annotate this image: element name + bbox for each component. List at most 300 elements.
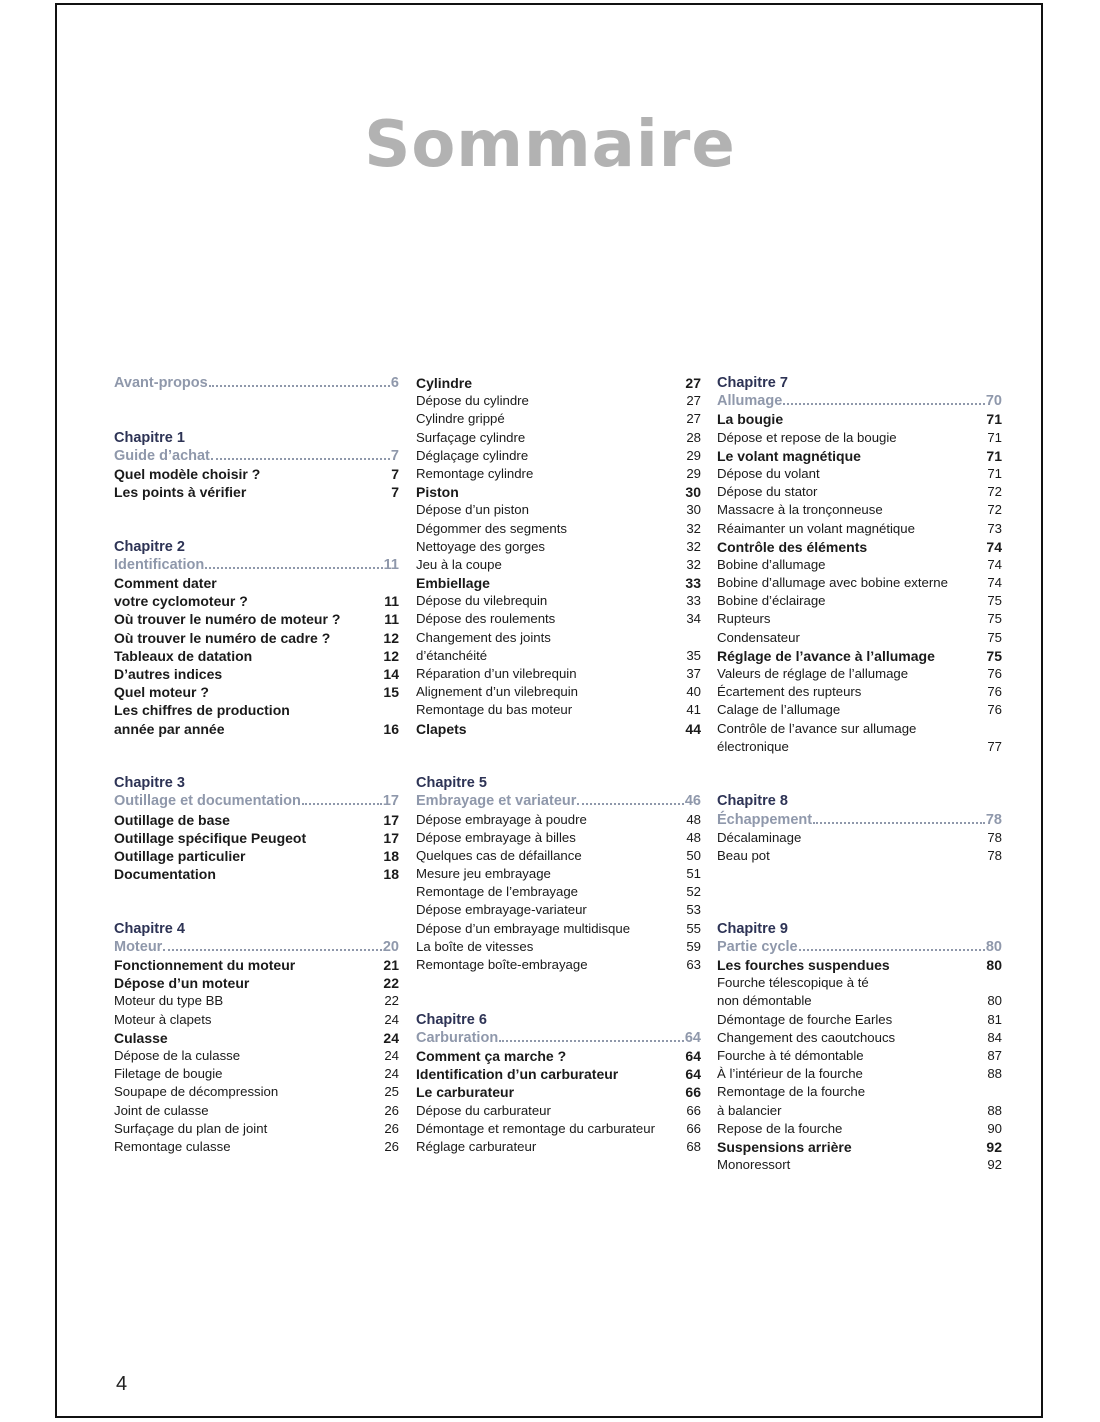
- entry-page: 75: [986, 647, 1002, 664]
- toc-entry[interactable]: [717, 974, 1002, 992]
- toc-entry[interactable]: [717, 992, 1002, 1010]
- entry-page: 66: [686, 1120, 701, 1136]
- toc-entry[interactable]: [416, 538, 701, 556]
- entry-page: 59: [686, 938, 701, 954]
- entry-page: 22: [383, 975, 399, 992]
- entry-label: à balancier: [717, 1102, 782, 1118]
- entry-label: Dépose du vilebrequin: [416, 593, 548, 609]
- toc-entry[interactable]: [416, 683, 701, 701]
- toc-entry[interactable]: [114, 1047, 399, 1065]
- toc-entry[interactable]: [717, 592, 1002, 610]
- toc-entry[interactable]: [717, 1047, 1002, 1065]
- toc-entry[interactable]: [416, 392, 701, 410]
- entry-page: 12: [383, 647, 399, 664]
- entry-page: 29: [686, 447, 701, 463]
- entry-label: Clapets: [416, 720, 467, 737]
- entry-label: Cylindre grippé: [416, 411, 505, 427]
- entry-label: Dépose d’un moteur: [114, 975, 250, 992]
- dot-leader: [163, 938, 382, 951]
- toc-section[interactable]: [717, 392, 1002, 410]
- toc-entry[interactable]: [416, 465, 701, 483]
- entry-page: 74: [987, 556, 1002, 572]
- toc-entry[interactable]: [416, 829, 701, 847]
- section-title: Outillage et documentation: [114, 793, 301, 810]
- entry-label: Jeu à la coupe: [416, 556, 502, 572]
- entry-label: Les fourches suspendues: [717, 957, 890, 974]
- entry-label: Fourche à té démontable: [717, 1047, 864, 1063]
- entry-page: 87: [987, 1047, 1002, 1063]
- entry-page: 27: [686, 393, 701, 409]
- entry-label: Changement des caoutchoucs: [717, 1029, 896, 1045]
- entry-page: 32: [686, 556, 701, 572]
- toc-entry[interactable]: [416, 629, 701, 647]
- entry-label: La bougie: [717, 411, 784, 428]
- entry-page: 76: [987, 684, 1002, 700]
- entry-label: électronique: [717, 738, 789, 754]
- dot-leader: [211, 447, 390, 460]
- entry-label: Mesure jeu embrayage: [416, 866, 551, 882]
- entry-page: 37: [686, 666, 701, 681]
- entry-label: Changement des joints: [416, 629, 551, 645]
- section-title: Guide d’achat: [114, 447, 210, 464]
- entry-label: Embiellage: [416, 575, 490, 592]
- entry-label: Où trouver le numéro de moteur ?: [114, 611, 341, 628]
- entry-label: Repose de la fourche: [717, 1120, 843, 1136]
- entry-page: 92: [987, 1157, 1002, 1173]
- dot-leader: [577, 792, 683, 805]
- toc-entry[interactable]: [717, 1065, 1002, 1083]
- toc-entry[interactable]: [416, 556, 701, 574]
- entry-page: 73: [987, 520, 1002, 536]
- entry-page: 80: [986, 957, 1002, 974]
- entry-label: Remontage cylindre: [416, 465, 534, 481]
- chapter-heading: Chapitre 2: [114, 538, 185, 555]
- toc-entry[interactable]: [717, 429, 1002, 447]
- entry-label: Fonctionnement du moteur: [114, 957, 296, 974]
- entry-label: Identification d’un carburateur: [416, 1066, 619, 1083]
- toc-entry[interactable]: [114, 1011, 399, 1029]
- toc-entry[interactable]: [416, 720, 701, 738]
- toc-entry[interactable]: [114, 647, 399, 665]
- toc-entry[interactable]: [114, 865, 399, 883]
- entry-label: Déglaçage cylindre: [416, 447, 529, 463]
- dot-leader: [499, 1029, 684, 1042]
- toc-entry[interactable]: [416, 701, 701, 719]
- entry-page: 17: [383, 829, 399, 846]
- entry-label: Remontage de l’embrayage: [416, 884, 579, 900]
- entry-label: Joint de culasse: [114, 1102, 209, 1118]
- chapter-heading: Chapitre 6: [416, 1011, 487, 1028]
- toc-section[interactable]: [416, 792, 701, 810]
- toc-entry[interactable]: [416, 429, 701, 447]
- entry-label: Dépose du volant: [717, 465, 820, 481]
- toc-entry[interactable]: [416, 610, 701, 628]
- toc-entry[interactable]: [717, 465, 1002, 483]
- toc-entry[interactable]: [717, 683, 1002, 701]
- entry-label: Dégommer des segments: [416, 520, 567, 536]
- toc-entry[interactable]: [416, 410, 701, 428]
- entry-label: Réparation d’un vilebrequin: [416, 666, 577, 681]
- toc-entry[interactable]: [717, 1120, 1002, 1138]
- entry-page: 11: [384, 611, 399, 628]
- toc-entry[interactable]: [416, 901, 701, 919]
- entry-label: Tableaux de datation: [114, 647, 253, 664]
- toc-entry[interactable]: [416, 865, 701, 883]
- entry-page: 52: [686, 884, 701, 900]
- entry-label: Cylindre: [416, 375, 473, 391]
- entry-page: 22: [384, 993, 399, 1009]
- entry-label: Suspensions arrière: [717, 1138, 852, 1155]
- entry-page: 25: [384, 1084, 399, 1100]
- section-page: 64: [684, 1029, 701, 1046]
- entry-label: Monoressort: [717, 1157, 791, 1173]
- entry-label: La boîte de vitesses: [416, 938, 534, 954]
- entry-label: Piston: [416, 484, 459, 501]
- entry-page: 71: [986, 447, 1002, 464]
- entry-label: Le volant magnétique: [717, 447, 861, 464]
- entry-page: 18: [383, 866, 399, 883]
- section-page: 80: [985, 938, 1002, 955]
- toc-entry[interactable]: [416, 920, 701, 938]
- toc-entry[interactable]: [717, 956, 1002, 974]
- chapter-heading: Chapitre 9: [717, 920, 788, 937]
- entry-page: 78: [987, 847, 1002, 863]
- toc-entry[interactable]: [114, 629, 399, 647]
- toc-entry[interactable]: [717, 410, 1002, 428]
- toc-entry[interactable]: [114, 592, 399, 610]
- entry-label: Contrôle des éléments: [717, 538, 868, 555]
- entry-label: Moteur à clapets: [114, 1011, 212, 1027]
- section-page: 46: [684, 793, 701, 810]
- entry-label: Remontage boîte-embrayage: [416, 957, 588, 973]
- entry-page: 64: [685, 1047, 701, 1064]
- entry-page: 15: [383, 684, 399, 701]
- toc-entry[interactable]: [114, 1102, 399, 1120]
- entry-page: 24: [384, 1048, 399, 1063]
- entry-page: 63: [686, 957, 701, 973]
- entry-label: Dépose du cylindre: [416, 393, 529, 409]
- entry-page: 11: [384, 593, 399, 610]
- entry-label: Nettoyage des gorges: [416, 538, 546, 554]
- toc-section[interactable]: [416, 1029, 701, 1047]
- entry-label: Dépose d’un embrayage multidisque: [416, 920, 631, 936]
- section-page: 70: [985, 393, 1002, 410]
- toc-entry[interactable]: [416, 956, 701, 974]
- entry-label: votre cyclomoteur ?: [114, 593, 248, 610]
- toc-entry[interactable]: [416, 883, 701, 901]
- section-title: Allumage: [717, 393, 783, 410]
- toc-column-3: [717, 374, 1002, 1174]
- dot-leader: [813, 811, 985, 824]
- toc-entry[interactable]: [717, 556, 1002, 574]
- entry-label: Bobine d’allumage avec bobine externe: [717, 575, 948, 591]
- entry-page: 27: [686, 411, 701, 427]
- toc-entry[interactable]: [416, 520, 701, 538]
- toc-entry[interactable]: [114, 1138, 399, 1156]
- toc-entry[interactable]: [114, 465, 399, 483]
- entry-page: 71: [986, 411, 1002, 428]
- entry-label: non démontable: [717, 993, 812, 1009]
- entry-page: 76: [987, 666, 1002, 681]
- entry-page: 32: [686, 520, 701, 536]
- toc-entry[interactable]: [416, 1120, 701, 1138]
- entry-label: Dépose et repose de la bougie: [717, 429, 897, 445]
- entry-page: 16: [383, 720, 399, 737]
- toc-entry[interactable]: [717, 1029, 1002, 1047]
- entry-page: 74: [986, 538, 1002, 555]
- dot-leader: [783, 392, 985, 405]
- toc-entry[interactable]: [114, 683, 399, 701]
- entry-page: 29: [686, 465, 701, 481]
- entry-label: Massacre à la tronçonneuse: [717, 502, 883, 518]
- entry-label: Comment dater: [114, 575, 217, 592]
- toc-entry[interactable]: [717, 1156, 1002, 1174]
- entry-label: Outillage spécifique Peugeot: [114, 829, 307, 846]
- toc-section[interactable]: [114, 792, 399, 810]
- entry-page: 74: [987, 575, 1002, 591]
- entry-label: Remontage culasse: [114, 1138, 231, 1154]
- toc-entry[interactable]: [416, 1065, 701, 1083]
- toc-entry[interactable]: [114, 1029, 399, 1047]
- toc-entry[interactable]: [416, 501, 701, 519]
- entry-label: Surfaçage du plan de joint: [114, 1120, 268, 1136]
- toc-entry[interactable]: [416, 647, 701, 665]
- toc-entry[interactable]: [717, 720, 1002, 738]
- entry-label: Dépose embrayage à billes: [416, 829, 576, 845]
- section-title: Embrayage et variateur: [416, 793, 577, 810]
- toc-entry[interactable]: [416, 1138, 701, 1156]
- toc-entry[interactable]: [114, 829, 399, 847]
- entry-page: 27: [685, 375, 701, 391]
- entry-page: 21: [383, 957, 399, 974]
- entry-page: 80: [987, 993, 1002, 1009]
- entry-page: 17: [383, 811, 399, 828]
- toc-section[interactable]: [717, 938, 1002, 956]
- toc-entry[interactable]: [416, 592, 701, 610]
- entry-label: Valeurs de réglage de l’allumage: [717, 666, 909, 681]
- toc-entry[interactable]: [717, 829, 1002, 847]
- toc-entry[interactable]: [114, 574, 399, 592]
- entry-label: Réaimanter un volant magnétique: [717, 520, 915, 536]
- entry-label: Quel modèle choisir ?: [114, 465, 261, 482]
- section-title: Avant-propos: [114, 375, 208, 391]
- toc-entry[interactable]: [416, 938, 701, 956]
- entry-label: Réglage carburateur: [416, 1138, 537, 1154]
- section-title: Moteur: [114, 938, 163, 955]
- entry-label: Dépose de la culasse: [114, 1048, 241, 1063]
- toc-entry[interactable]: [114, 1065, 399, 1083]
- entry-label: Alignement d’un vilebrequin: [416, 684, 579, 700]
- entry-page: 71: [987, 465, 1002, 481]
- toc-entry[interactable]: [717, 738, 1002, 756]
- entry-page: 77: [987, 738, 1002, 754]
- toc-entry[interactable]: [114, 720, 399, 738]
- entry-page: 88: [987, 1102, 1002, 1118]
- section-page: 20: [382, 938, 399, 955]
- entry-page: 14: [383, 666, 399, 683]
- chapter-heading: Chapitre 4: [114, 920, 185, 937]
- entry-label: année par année: [114, 720, 225, 737]
- entry-label: Bobine d’allumage: [717, 556, 826, 572]
- entry-label: Fourche télescopique à té: [717, 975, 869, 991]
- toc-entry[interactable]: [416, 374, 701, 392]
- entry-page: 26: [384, 1102, 399, 1118]
- toc-entry[interactable]: [114, 701, 399, 719]
- toc-column-2: [416, 374, 701, 1156]
- entry-page: 28: [686, 429, 701, 445]
- entry-label: Dépose embrayage-variateur: [416, 902, 587, 918]
- entry-label: d’étanchéité: [416, 647, 488, 663]
- entry-label: Rupteurs: [717, 611, 771, 627]
- toc-entry[interactable]: [717, 629, 1002, 647]
- entry-page: 68: [686, 1138, 701, 1154]
- entry-label: Quelques cas de défaillance: [416, 847, 582, 863]
- entry-page: 30: [685, 484, 701, 501]
- toc-entry[interactable]: [416, 1083, 701, 1101]
- toc-entry[interactable]: [717, 701, 1002, 719]
- entry-label: Démontage de fourche Earles: [717, 1011, 893, 1027]
- entry-page: 40: [686, 684, 701, 700]
- toc-entry[interactable]: [114, 1120, 399, 1138]
- toc-entry[interactable]: [416, 811, 701, 829]
- toc-column-1: [114, 374, 399, 1156]
- entry-label: Calage de l’allumage: [717, 702, 841, 718]
- entry-page: 18: [383, 847, 399, 864]
- toc-entry[interactable]: [717, 1102, 1002, 1120]
- toc-entry[interactable]: [416, 847, 701, 865]
- entry-label: Soupape de décompression: [114, 1084, 279, 1100]
- page-number: 4: [116, 1373, 128, 1395]
- dot-leader: [799, 938, 985, 951]
- entry-label: Bobine d’éclairage: [717, 593, 826, 609]
- entry-page: 75: [987, 593, 1002, 609]
- toc-entry[interactable]: [717, 501, 1002, 519]
- entry-label: Contrôle de l’avance sur allumage: [717, 720, 917, 736]
- toc-entry[interactable]: [416, 574, 701, 592]
- entry-page: 88: [987, 1066, 1002, 1082]
- toc-entry[interactable]: [416, 665, 701, 683]
- toc-entry[interactable]: [717, 665, 1002, 683]
- toc-entry[interactable]: [114, 665, 399, 683]
- entry-label: À l’intérieur de la fourche: [717, 1066, 863, 1082]
- toc-entry[interactable]: [114, 992, 399, 1010]
- entry-page: 41: [686, 702, 701, 718]
- section-page: 7: [390, 447, 399, 464]
- toc-entry[interactable]: [416, 483, 701, 501]
- toc-entry[interactable]: [114, 811, 399, 829]
- section-page: 78: [985, 811, 1002, 828]
- chapter-heading: Chapitre 5: [416, 775, 487, 792]
- entry-page: 7: [391, 465, 399, 482]
- entry-page: 32: [686, 538, 701, 554]
- toc-entry[interactable]: [114, 1083, 399, 1101]
- entry-page: 78: [987, 829, 1002, 845]
- toc-entry[interactable]: [717, 1083, 1002, 1101]
- entry-page: 76: [987, 702, 1002, 718]
- entry-page: 33: [685, 575, 701, 592]
- toc-entry[interactable]: [416, 447, 701, 465]
- toc-entry[interactable]: [717, 574, 1002, 592]
- entry-page: 84: [987, 1029, 1002, 1045]
- toc-entry[interactable]: [114, 610, 399, 628]
- toc-section-avant-propos[interactable]: [114, 374, 399, 392]
- dot-leader: [205, 556, 382, 569]
- toc-section[interactable]: [717, 811, 1002, 829]
- entry-label: Culasse: [114, 1029, 168, 1046]
- entry-label: Remontage de la fourche: [717, 1084, 866, 1100]
- toc-entry[interactable]: [717, 447, 1002, 465]
- chapter-heading: Chapitre 7: [717, 375, 788, 391]
- entry-page: 24: [384, 1066, 399, 1082]
- chapter-heading: Chapitre 8: [717, 793, 788, 810]
- toc-entry[interactable]: [114, 847, 399, 865]
- toc-entry[interactable]: [114, 974, 399, 992]
- entry-label: Dépose des roulements: [416, 611, 556, 627]
- section-title: Partie cycle: [717, 938, 798, 955]
- toc-entry[interactable]: [114, 956, 399, 974]
- toc-entry[interactable]: [114, 483, 399, 501]
- toc-entry[interactable]: [717, 647, 1002, 665]
- toc-entry[interactable]: [717, 610, 1002, 628]
- section-page: 6: [390, 375, 399, 391]
- entry-page: 72: [987, 484, 1002, 500]
- toc-entry[interactable]: [416, 1102, 701, 1120]
- toc-entry[interactable]: [717, 538, 1002, 556]
- entry-label: Le carburateur: [416, 1084, 515, 1101]
- entry-label: D’autres indices: [114, 666, 223, 683]
- entry-page: 55: [686, 920, 701, 936]
- toc-section[interactable]: [114, 447, 399, 465]
- entry-label: Outillage particulier: [114, 847, 246, 864]
- entry-label: Réglage de l’avance à l’allumage: [717, 647, 935, 664]
- toc-section[interactable]: [114, 556, 399, 574]
- entry-page: 90: [987, 1120, 1002, 1136]
- entry-label: Les points à vérifier: [114, 484, 247, 501]
- entry-label: Où trouver le numéro de cadre ?: [114, 629, 331, 646]
- toc-entry[interactable]: [717, 520, 1002, 538]
- entry-page: 7: [391, 484, 399, 501]
- section-title: Échappement: [717, 811, 813, 828]
- entry-page: 53: [686, 902, 701, 918]
- entry-label: Dépose embrayage à poudre: [416, 811, 587, 827]
- entry-label: Condensateur: [717, 629, 800, 645]
- toc-section[interactable]: [114, 938, 399, 956]
- entry-page: 26: [384, 1138, 399, 1154]
- entry-label: Écartement des rupteurs: [717, 684, 862, 700]
- entry-page: 75: [987, 629, 1002, 645]
- entry-label: Quel moteur ?: [114, 684, 209, 701]
- entry-page: 64: [685, 1066, 701, 1083]
- toc-entry[interactable]: [717, 483, 1002, 501]
- entry-label: Outillage de base: [114, 811, 230, 828]
- section-title: Identification: [114, 556, 205, 573]
- entry-page: 34: [686, 611, 701, 627]
- entry-label: Remontage du bas moteur: [416, 702, 573, 718]
- entry-page: 66: [686, 1102, 701, 1118]
- toc-entry[interactable]: [717, 1011, 1002, 1029]
- entry-label: Filetage de bougie: [114, 1066, 223, 1082]
- page-title: Sommaire: [364, 108, 736, 182]
- entry-page: 24: [383, 1029, 399, 1046]
- entry-label: Dépose du carburateur: [416, 1102, 551, 1118]
- entry-page: 81: [987, 1011, 1002, 1027]
- toc-entry[interactable]: [416, 1047, 701, 1065]
- entry-label: Moteur du type BB: [114, 993, 224, 1009]
- toc-entry[interactable]: [717, 1138, 1002, 1156]
- entry-label: Documentation: [114, 866, 216, 883]
- entry-page: 50: [686, 847, 701, 863]
- toc-entry[interactable]: [717, 847, 1002, 865]
